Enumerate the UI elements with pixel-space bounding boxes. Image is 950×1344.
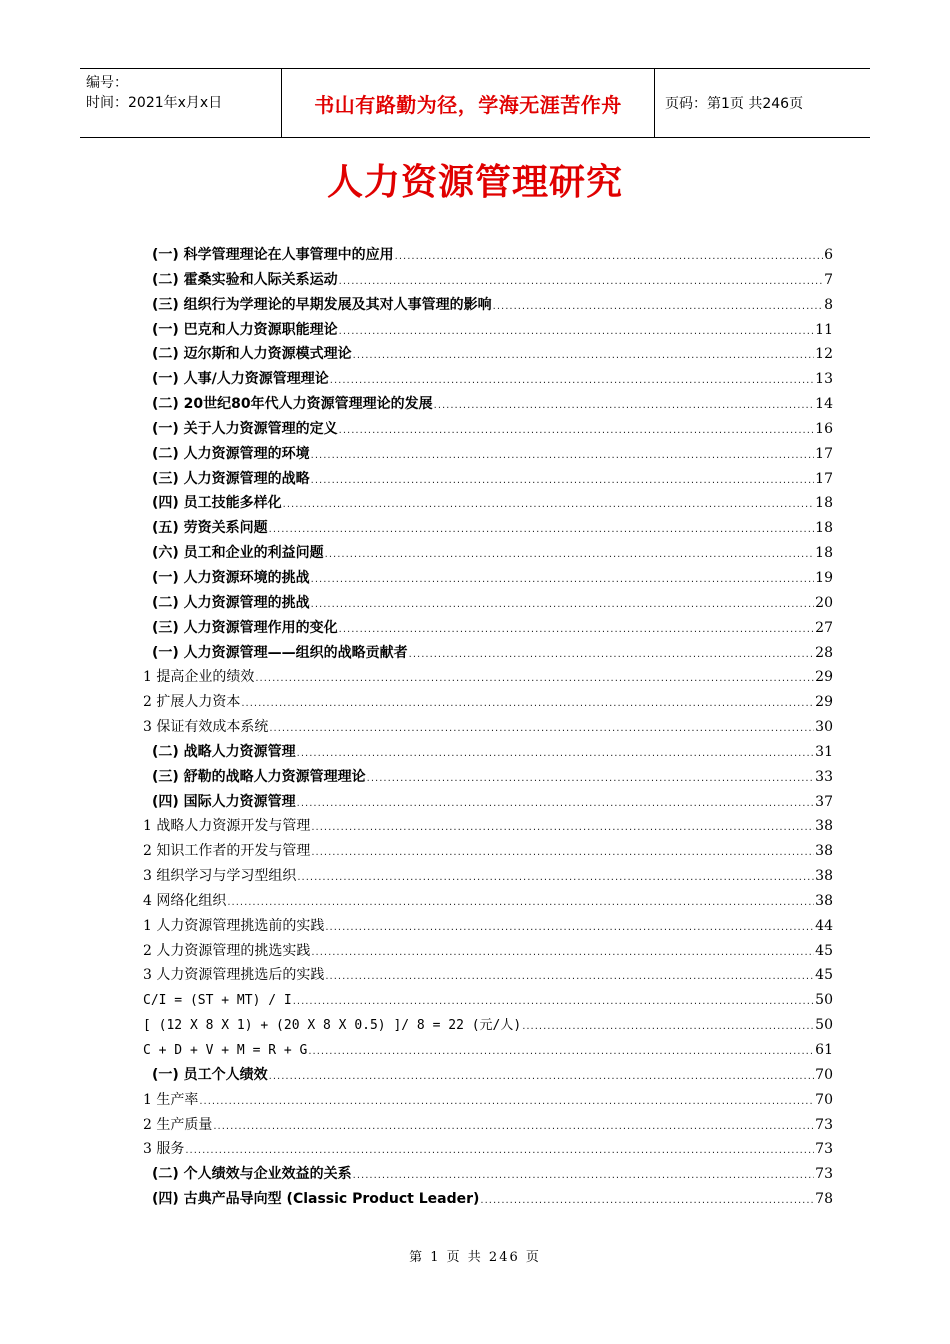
toc-leader-dots bbox=[339, 419, 815, 442]
toc-entry-title: 3 保证有效成本系统 bbox=[143, 719, 269, 736]
header-page-info: 页码：第1页 共246页 bbox=[665, 96, 804, 112]
toc-entry[interactable] bbox=[143, 939, 833, 964]
toc-entry-page: 50 bbox=[815, 1017, 833, 1034]
toc-leader-dots bbox=[325, 543, 815, 566]
toc-entry[interactable] bbox=[143, 243, 833, 268]
toc-leader-dots bbox=[311, 469, 815, 492]
toc-entry-title: 2 生产质量 bbox=[143, 1116, 213, 1133]
toc-entry[interactable] bbox=[143, 591, 833, 616]
toc-leader-dots bbox=[311, 841, 814, 864]
toc-entry-title: (一) 人力资源环境的挑战 bbox=[152, 569, 310, 586]
toc-entry[interactable] bbox=[143, 1187, 833, 1212]
toc-entry-page: 31 bbox=[815, 743, 833, 760]
toc-entry[interactable] bbox=[143, 665, 833, 690]
toc-entry-title: 2 知识工作者的开发与管理 bbox=[143, 843, 311, 860]
toc-entry-page: 29 bbox=[815, 694, 833, 711]
toc-entry-title: (四) 国际人力资源管理 bbox=[152, 793, 296, 810]
toc-entry[interactable] bbox=[143, 293, 833, 318]
toc-entry-title: (三) 组织行为学理论的早期发展及其对人事管理的影响 bbox=[152, 296, 492, 313]
toc-entry-title: (一) 关于人力资源管理的定义 bbox=[152, 420, 338, 437]
toc-leader-dots bbox=[269, 717, 814, 740]
toc-entry-title: [ (12 X 8 X 1) + (20 X 8 X 0.5) ]/ 8 = 22 (元/人) bbox=[143, 1018, 522, 1034]
toc-entry-title: 3 人力资源管理挑选后的实践 bbox=[143, 967, 325, 984]
toc-entry[interactable] bbox=[143, 491, 833, 516]
document-title: 人力资源管理研究 bbox=[326, 162, 623, 203]
toc-entry-title: (三) 人力资源管理的战略 bbox=[152, 470, 310, 487]
toc-entry[interactable] bbox=[143, 790, 833, 815]
toc-leader-dots bbox=[311, 816, 814, 839]
toc-entry-page: 19 bbox=[815, 569, 833, 586]
toc-leader-dots bbox=[199, 1090, 814, 1113]
toc-entry-page: 6 bbox=[824, 247, 833, 263]
toc-entry-page: 20 bbox=[815, 594, 833, 611]
toc-entry-title: 3 组织学习与学习型组织 bbox=[143, 868, 297, 885]
toc-leader-dots bbox=[353, 344, 815, 367]
toc-entry-page: 45 bbox=[815, 967, 833, 984]
toc-leader-dots bbox=[293, 990, 814, 1013]
toc-leader-dots bbox=[297, 866, 814, 889]
toc-entry-page: 33 bbox=[815, 768, 833, 785]
toc-entry[interactable] bbox=[143, 367, 833, 392]
toc-entry-title: (二) 霍桑实验和人际关系运动 bbox=[152, 271, 338, 288]
header-motto: 书山有路勤为径，学海无涯苦作舟 bbox=[282, 69, 655, 137]
toc-entry-title: (三) 人力资源管理作用的变化 bbox=[152, 619, 338, 636]
toc-entry-page: 12 bbox=[815, 346, 833, 363]
toc-entry-title: (二) 迈尔斯和人力资源模式理论 bbox=[152, 346, 352, 363]
toc-entry-title: 1 人力资源管理挑选前的实践 bbox=[143, 917, 325, 934]
toc-entry-page: 37 bbox=[815, 793, 833, 810]
toc-entry-title: 2 人力资源管理的挑选实践 bbox=[143, 942, 311, 959]
toc-entry-page: 18 bbox=[815, 545, 833, 562]
toc-entry[interactable] bbox=[143, 839, 833, 864]
toc-entry-title: (二) 20世纪80年代人力资源管理理论的发展 bbox=[152, 396, 433, 413]
toc-leader-dots bbox=[339, 618, 815, 641]
toc-entry-page: 18 bbox=[815, 495, 833, 512]
toc-entry-page: 16 bbox=[815, 420, 833, 437]
toc-entry[interactable] bbox=[143, 442, 833, 467]
toc-entry-page: 29 bbox=[815, 669, 833, 686]
toc-entry[interactable] bbox=[143, 963, 833, 988]
toc-entry-page: 8 bbox=[824, 296, 833, 313]
toc-entry[interactable] bbox=[143, 814, 833, 839]
toc-entry[interactable] bbox=[143, 988, 833, 1013]
toc-entry[interactable] bbox=[143, 740, 833, 765]
toc-entry[interactable] bbox=[143, 1013, 833, 1038]
toc-entry[interactable] bbox=[143, 392, 833, 417]
toc-entry[interactable] bbox=[143, 690, 833, 715]
toc-entry-page: 14 bbox=[815, 396, 833, 413]
toc-leader-dots bbox=[330, 369, 814, 392]
toc-entry-title: 3 服务 bbox=[143, 1141, 185, 1158]
toc-entry-title: (二) 战略人力资源管理 bbox=[152, 743, 296, 760]
toc-entry-title: 2 扩展人力资本 bbox=[143, 694, 241, 711]
toc-leader-dots bbox=[255, 667, 814, 690]
toc-entry-title: (二) 个人绩效与企业效益的关系 bbox=[152, 1166, 352, 1183]
toc-entry-title: (四) 古典产品导向型 (Classic Product Leader) bbox=[152, 1191, 480, 1208]
toc-leader-dots bbox=[339, 320, 815, 343]
toc-entry-page: 7 bbox=[824, 271, 833, 288]
toc-entry[interactable] bbox=[143, 467, 833, 492]
toc-entry-title: 1 提高企业的绩效 bbox=[143, 669, 255, 686]
toc-entry[interactable] bbox=[143, 715, 833, 740]
toc-leader-dots bbox=[185, 1139, 814, 1162]
toc-leader-dots bbox=[367, 767, 815, 790]
toc-entry-page: 18 bbox=[815, 520, 833, 537]
toc-entry[interactable] bbox=[143, 864, 833, 889]
toc-entry[interactable] bbox=[143, 616, 833, 641]
toc-entry-page: 11 bbox=[815, 321, 833, 338]
toc-leader-dots bbox=[353, 1164, 815, 1187]
toc-entry-page: 73 bbox=[815, 1116, 833, 1133]
toc-entry-page: 17 bbox=[815, 445, 833, 462]
toc-entry-title: C + D + V + M = R + G bbox=[143, 1043, 308, 1058]
toc-leader-dots bbox=[325, 916, 814, 939]
toc-entry-title: (二) 人力资源管理的环境 bbox=[152, 445, 310, 462]
document-header bbox=[80, 68, 870, 138]
toc-entry-page: 61 bbox=[815, 1042, 833, 1058]
toc-entry-title: (二) 人力资源管理的挑战 bbox=[152, 594, 310, 611]
toc-entry-page: 73 bbox=[815, 1141, 833, 1158]
toc-entry[interactable] bbox=[143, 1038, 833, 1063]
toc-entry-title: 1 生产率 bbox=[143, 1091, 199, 1108]
toc-entry-title: 1 战略人力资源开发与管理 bbox=[143, 818, 311, 835]
toc-leader-dots bbox=[434, 394, 815, 417]
toc-entry-page: 13 bbox=[815, 371, 833, 388]
toc-leader-dots bbox=[213, 1115, 814, 1138]
toc-entry[interactable] bbox=[143, 1088, 833, 1113]
toc-leader-dots bbox=[480, 1189, 814, 1212]
toc-entry[interactable] bbox=[143, 1137, 833, 1162]
toc-entry-page: 78 bbox=[815, 1191, 833, 1208]
toc-entry[interactable] bbox=[143, 641, 833, 666]
toc-leader-dots bbox=[493, 295, 823, 318]
toc-entry[interactable] bbox=[143, 765, 833, 790]
toc-entry-page: 50 bbox=[815, 992, 833, 1009]
toc-leader-dots bbox=[311, 941, 814, 964]
time-label: 时间：2021年x月x日 bbox=[86, 95, 223, 111]
toc-entry-title: 4 网络化组织 bbox=[143, 892, 227, 909]
toc-entry-title: (六) 员工和企业的利益问题 bbox=[152, 545, 324, 562]
toc-leader-dots bbox=[308, 1040, 814, 1063]
toc-leader-dots bbox=[409, 643, 815, 666]
toc-entry[interactable] bbox=[143, 1113, 833, 1138]
toc-entry-page: 70 bbox=[815, 1066, 833, 1083]
toc-entry-title: (五) 劳资关系问题 bbox=[152, 520, 268, 537]
page-footer: 第 1 页 共 246 页 bbox=[409, 1250, 541, 1265]
toc-entry[interactable] bbox=[143, 914, 833, 939]
toc-leader-dots bbox=[269, 518, 815, 541]
toc-leader-dots bbox=[311, 568, 815, 591]
toc-entry-page: 27 bbox=[815, 619, 833, 636]
toc-entry[interactable] bbox=[143, 342, 833, 367]
toc-entry-title: (一) 员工个人绩效 bbox=[152, 1066, 268, 1083]
toc-leader-dots bbox=[522, 1015, 814, 1038]
toc-entry-page: 38 bbox=[815, 892, 833, 909]
toc-entry[interactable] bbox=[143, 516, 833, 541]
toc-entry-title: (一) 人事/人力资源管理理论 bbox=[152, 371, 329, 388]
toc-entry[interactable] bbox=[143, 1162, 833, 1187]
toc-entry-title: (四) 员工技能多样化 bbox=[152, 495, 282, 512]
toc-entry[interactable] bbox=[143, 268, 833, 293]
toc-entry-page: 38 bbox=[815, 843, 833, 860]
toc-leader-dots bbox=[325, 965, 814, 988]
toc-entry[interactable] bbox=[143, 1063, 833, 1088]
toc-entry-page: 70 bbox=[815, 1091, 833, 1108]
toc-leader-dots bbox=[297, 742, 815, 765]
toc-entry-page: 30 bbox=[815, 719, 833, 736]
toc-leader-dots bbox=[227, 891, 814, 914]
toc-entry[interactable] bbox=[143, 417, 833, 442]
toc-entry-page: 17 bbox=[815, 470, 833, 487]
toc-leader-dots bbox=[269, 1065, 815, 1088]
toc-entry-page: 45 bbox=[815, 942, 833, 959]
table-of-contents bbox=[143, 243, 833, 1212]
toc-entry[interactable] bbox=[143, 318, 833, 343]
toc-entry-page: 38 bbox=[815, 868, 833, 885]
toc-entry[interactable] bbox=[143, 889, 833, 914]
header-meta bbox=[80, 69, 282, 137]
toc-entry-page: 44 bbox=[815, 917, 833, 934]
toc-leader-dots bbox=[297, 792, 815, 815]
toc-entry-title: (一) 人力资源管理——组织的战略贡献者 bbox=[152, 644, 408, 661]
toc-entry[interactable] bbox=[143, 541, 833, 566]
toc-entry-title: (一) 科学管理理论在人事管理中的应用 bbox=[152, 247, 394, 263]
toc-entry-page: 73 bbox=[815, 1166, 833, 1183]
toc-leader-dots bbox=[311, 593, 815, 616]
toc-leader-dots bbox=[339, 270, 823, 293]
toc-entry-page: 28 bbox=[815, 644, 833, 661]
toc-entry-title: (三) 舒勒的战略人力资源管理理论 bbox=[152, 768, 366, 785]
toc-leader-dots bbox=[241, 692, 814, 715]
number-label: 编号： bbox=[86, 75, 128, 91]
toc-entry-title: C/I = (ST + MT) / I bbox=[143, 993, 292, 1009]
toc-entry-page: 38 bbox=[815, 818, 833, 835]
toc-leader-dots bbox=[395, 245, 823, 268]
toc-leader-dots bbox=[283, 493, 815, 516]
toc-entry[interactable] bbox=[143, 566, 833, 591]
toc-leader-dots bbox=[311, 444, 815, 467]
toc-entry-title: (一) 巴克和人力资源职能理论 bbox=[152, 321, 338, 338]
